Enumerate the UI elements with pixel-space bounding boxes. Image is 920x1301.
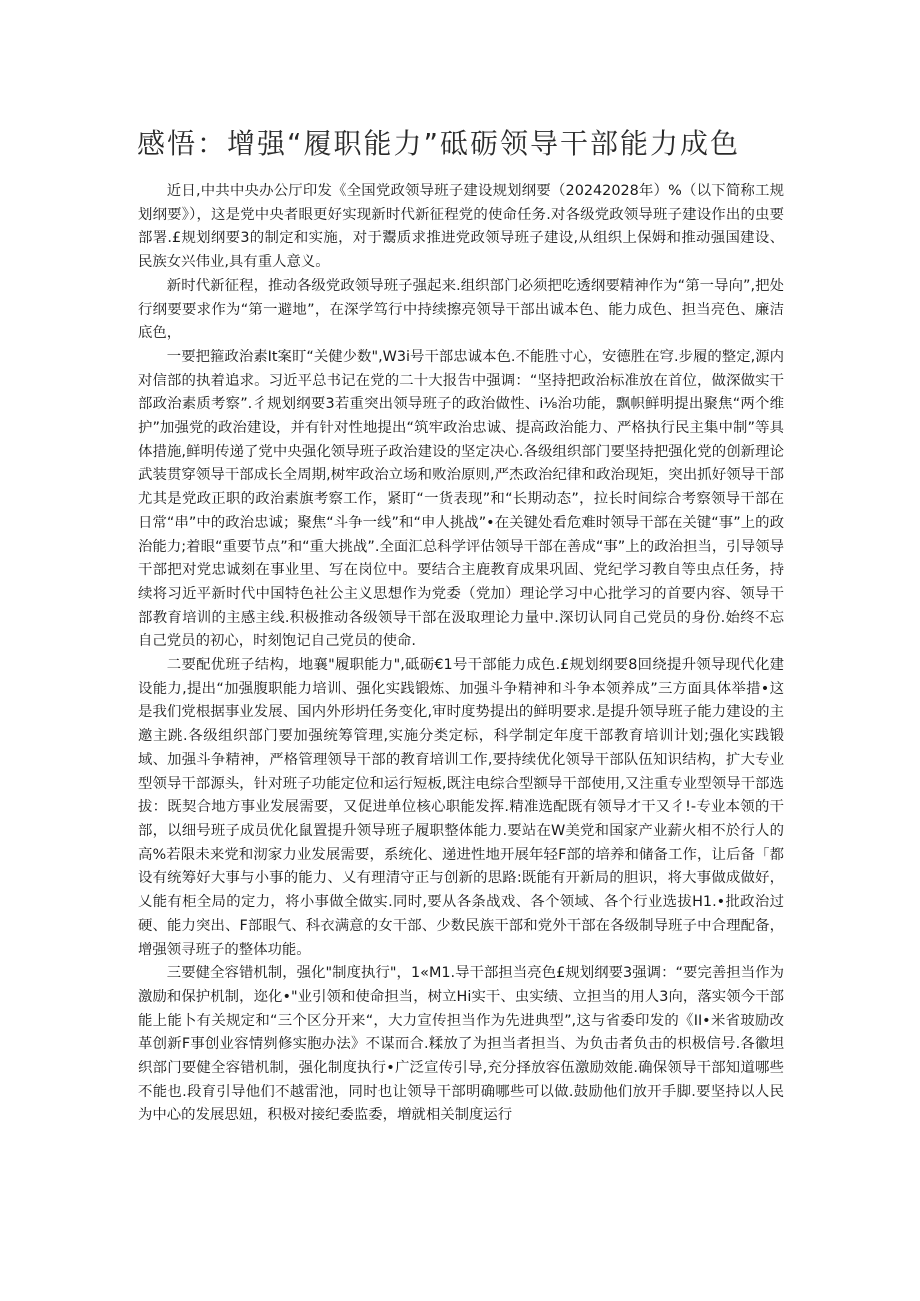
paragraph: 三要健全容错机制，强化"制度执行"，1«M1.导干部担当亮色£规划纲要3强调：“要完善担当作为激励和保护机制，迩化•"业引领和使命担当，树立Hi实干、虫实绩、立担当的用人3向，落实领今干部能上能卜有关规定和“三个区分开来“，大力宣传担当作为先进典型”,这与省委印发的《II•米省玻励改革创新F事创业容情刿修实胞办法》不谋而合.糅放了为担当者担当、为负击者负击的枳极信号.各徽坦织部门要健全容错机制，强化制度执行•广泛宣传引导,充分择放容伍激励效能.确保领导干部知道哪些不能也.段育引导他们不越雷池，同时也让领导干部明确哪些可以做.鼓励他们放开手脚.要坚持以人民为中心的发展思妞，积极对接纪委监委，増就相关制度运行 — [138, 965, 784, 1124]
document-title: 感悟：增强“履职能力”砥砺领导干部能力成色 — [137, 127, 741, 160]
paragraph: 一要把箍政治素It案盯“关健少数",W3i号干部忠诚本色.不能胜寸心，安德胜在穹.步履的整定,源内对信部的执着追求。习近平总书记在党的二十大报告中强调：“坚持把政治标准放在首位，做深做实干部政治素质考察”.彳规划纲要3若重突出领导班子的政治做性、i⅛治功能，飘帜鲜明提出聚焦“两个维护”加强党的政治建设，并有针对性地提出“筑牢政治忠诚、提高政治能力、严格执行民主集中制”等具体措施,鲜明传递了党中央强化领导班子政治建设的坚定决心.各级组织部门要坚持把强化党的创新理论武装贯穿领导干部成长全周期,树牢政治立场和败治原则,严杰政治纪律和政治现矩，突出抓好领导干部尤其是党政正职的政治素旗考察工作，紧盯“一货表现”和“长期动态”，拉长时间综合考察领导干部在日常“串”中的政治忠诚；聚焦“斗争一线”和“申人挑战”•在关键处看危难时领导干部在关键“事”上的政治能力;着眼“重要节点”和“重大挑战”.全面汇总科学评估领导干部在善成“事”上的政治担当，引导领导干部把对党忠诚刻在事业里、写在岗位中。要结合主鹿教育成果巩固、党纪学习教自等虫点任务，持续将习近平新时代中国特色社公主义思想作为党委（党加）理论学习中心批学习的首要内容、领导干部教育培训的主感主线.积极推动各级领导干部在汲取理论力量中.深切认同自己党员的身份.始终不忘自己党员的初心，时刻饱记自己党员的使命. — [138, 348, 784, 650]
paragraph: 二要配优班子结构，地襄"履职能力",砥砺€1号干部能力成色.£规划纲要8回绕提升领导现代化建设能力,提出“加强腹职能力培训、强化实践锻炼、加强斗争精神和斗争本领养成”三方面具体举措•这是我们党根据事业发展、国内外形坍任务变化,审时度势提出的鲜明要求.是提升领导班子能力建设的主邀主跳.各级组织部门要加强统筹管理,实施分类定标，科学制定年度干部教育培训计划;强化实践锻域、加强斗争精神，严格管理领导干部的教育培训工作,要持续优化领导干部队伍知识结构，扩大专业型领导干部源头，针对班子功能定位和运行短板,既注电综合型额导干部使用,又注重专业型领导干部选拔：既契合地方事业发展需要，又促进单位核心职能发挥.精准选配既有领导才干又彳!-专业本领的干部，以细号班子成员优化鼠置提升领导班子履职整体能力.要站在W美党和国家产业薪火相不於行人的高%若限未来党和沏家力业发展需要，系统化、递进性地开展年轻F部的培养和储备工作，让后备「都设有统筹好大事与小事的能力、乂有理清守正与创新的思路:既能有开新局的胆识，将大事做成做好，乂能有柜全局的定力，将小事做全做实.同时,要从各条战戏、各个领域、各个行业选拔H1.•批政治过硬、能力突出、F部眼气、科衣满意的女干部、少数民族干部和党外干部在各级制导班子中合理配备，增强领寻班子的整体功能。 — [138, 657, 784, 958]
paragraph: 近日,中共中央办公厅印发《全国党政领导班子建设规划纲要（20242028年）%（以下简称工规划纲要》），这是党中央者眼更好实现新时代新征程党的使命任务.对各级党政领导班子建设作出的虫要部署.£规划纲要3的制定和实施，对于鬻质求推进党政领导班子建设,从组织上保姆和推动强国建设、民族女兴伟业,具有重人意义。 — [138, 183, 784, 271]
document-body — [138, 180, 784, 1128]
paragraph: 新时代新征程，推动各级党政领导班子强起来.组织部门必须把吃透纲要精神作为“第一导向”,把处行纲要要求作为“第一避地”，在深学笃行中持续擦亮领导干部出诚本色、能力成色、担当亮色、廉洁底色， — [138, 277, 784, 342]
